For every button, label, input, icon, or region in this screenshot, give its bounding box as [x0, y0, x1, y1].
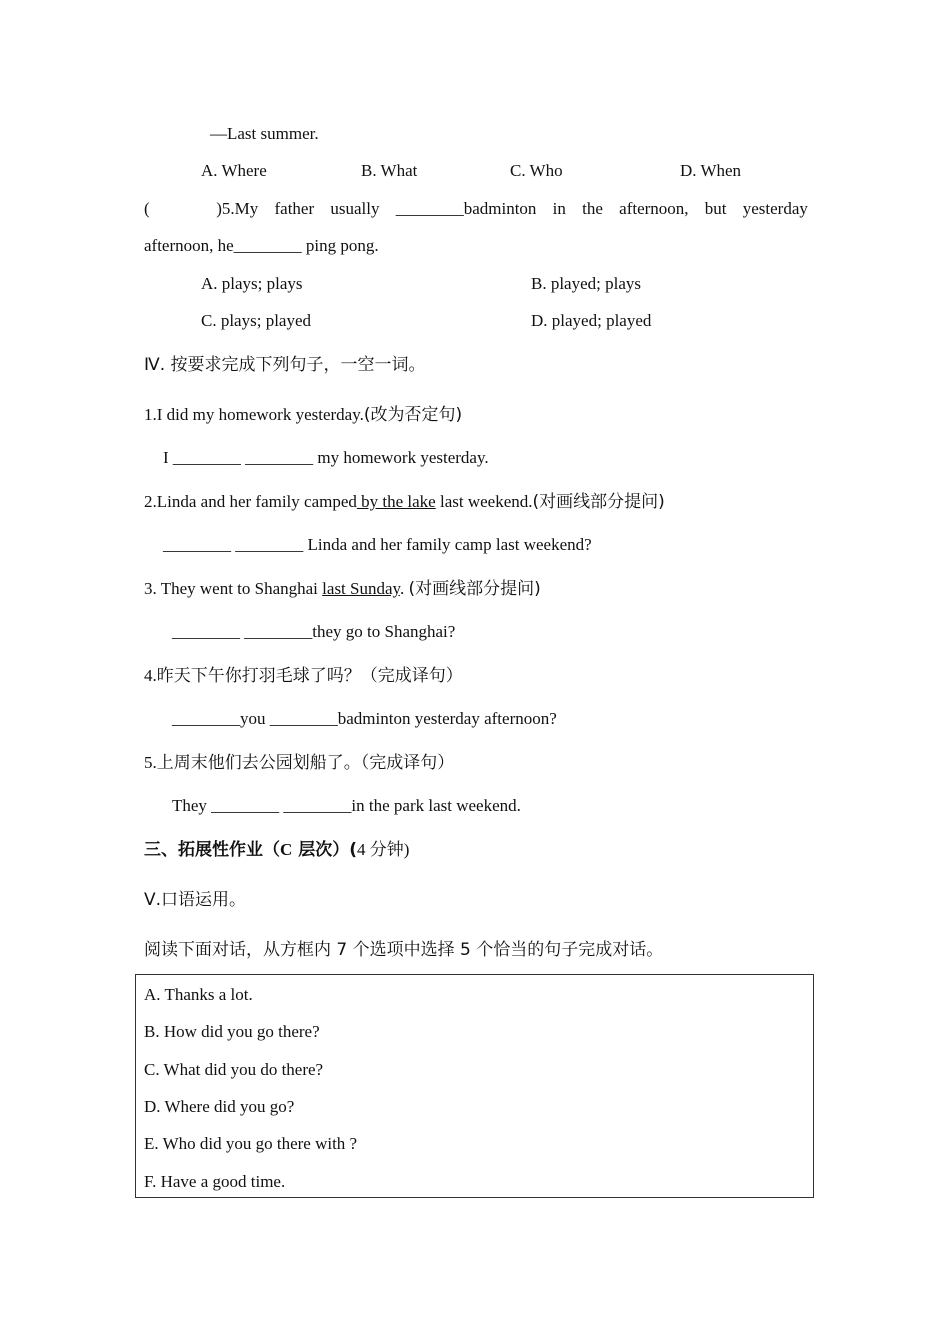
underlined-text: by the lake — [356, 492, 436, 511]
instruction-text: (对画线部分提问) — [408, 579, 541, 599]
question-1 — [144, 404, 462, 426]
option-d: D. When — [680, 161, 742, 180]
question-text: 1.I did my homework yesterday. — [144, 405, 364, 424]
answer-line: ________ ________ Linda and her family camp last weekend? — [163, 535, 592, 554]
question-text: last weekend. — [435, 492, 533, 511]
box-option-d: D. Where did you go? — [144, 1097, 295, 1116]
options-box — [135, 974, 814, 1198]
word: in — [552, 199, 566, 218]
box-option-a: A. Thanks a lot. — [144, 985, 253, 1004]
word: but — [704, 199, 727, 218]
question-5-line1 — [144, 198, 808, 220]
option-c: C. plays; played — [201, 311, 312, 330]
part-heading-text: 层次）( — [292, 840, 357, 860]
underlined-text: last Sunday — [322, 579, 400, 598]
word: usually — [330, 199, 380, 218]
question-text: 上周末他们去公园划船了。（完成译句） — [156, 753, 455, 773]
question-text: 3. They went to Shanghai — [144, 579, 323, 598]
box-option-e: E. Who did you go there with ? — [144, 1134, 358, 1153]
paren-open: ( — [144, 199, 150, 218]
answer-line: ________you ________badminton yesterday afternoon? — [172, 709, 557, 728]
question-text: 昨天下午你打羽毛球了吗？（完成译句） — [156, 666, 463, 686]
answer-line: —Last summer. — [210, 124, 319, 143]
box-option-c: C. What did you do there? — [144, 1060, 324, 1079]
answer-line: ________ ________they go to Shanghai? — [172, 622, 456, 641]
answer-line: They ________ ________in the park last weekend. — [172, 796, 521, 815]
question-number: 4. — [144, 666, 157, 685]
word: father — [274, 199, 315, 218]
part-heading-text: 三、拓展性作业（ — [144, 840, 280, 860]
box-option-b: B. How did you go there? — [144, 1022, 320, 1041]
option-c: C. Who — [510, 161, 563, 180]
box-option-f: F. Have a good time. — [144, 1172, 286, 1191]
option-a: A. Where — [201, 161, 267, 180]
question-4 — [144, 665, 463, 687]
option-b: B. What — [361, 161, 418, 180]
question-text: . — [399, 579, 409, 598]
instruction-text: (改为否定句) — [363, 405, 463, 425]
word: )5.My — [216, 199, 259, 218]
question-2 — [144, 491, 665, 513]
question-number: 5. — [144, 753, 157, 772]
question-5-line2: afternoon, he________ ping pong. — [144, 236, 379, 255]
question-text: 2.Linda and her family camped — [144, 492, 357, 511]
question-3 — [144, 578, 541, 600]
word: afternoon, — [619, 199, 689, 218]
part-heading — [144, 839, 409, 861]
option-b: B. played; plays — [531, 274, 642, 293]
part-heading-time: 4 分钟) — [356, 840, 410, 859]
instruction-text: 阅读下面对话，从方框内 7 个选项中选择 5 个恰当的句子完成对话。 — [144, 940, 664, 960]
section-heading: Ⅴ.口语运用。 — [144, 890, 247, 910]
option-a: A. plays; plays — [201, 274, 303, 293]
question-5 — [144, 752, 454, 774]
answer-line: I ________ ________ my homework yesterday. — [163, 448, 489, 467]
word: yesterday — [742, 199, 808, 218]
word: ________badminton — [395, 199, 537, 218]
part-heading-level: C — [280, 840, 293, 859]
instruction-text: (对画线部分提问) — [532, 492, 665, 512]
section-heading: Ⅳ. 按要求完成下列句子，一空一词。 — [144, 355, 426, 375]
option-d: D. played; played — [531, 311, 652, 330]
word: the — [582, 199, 603, 218]
